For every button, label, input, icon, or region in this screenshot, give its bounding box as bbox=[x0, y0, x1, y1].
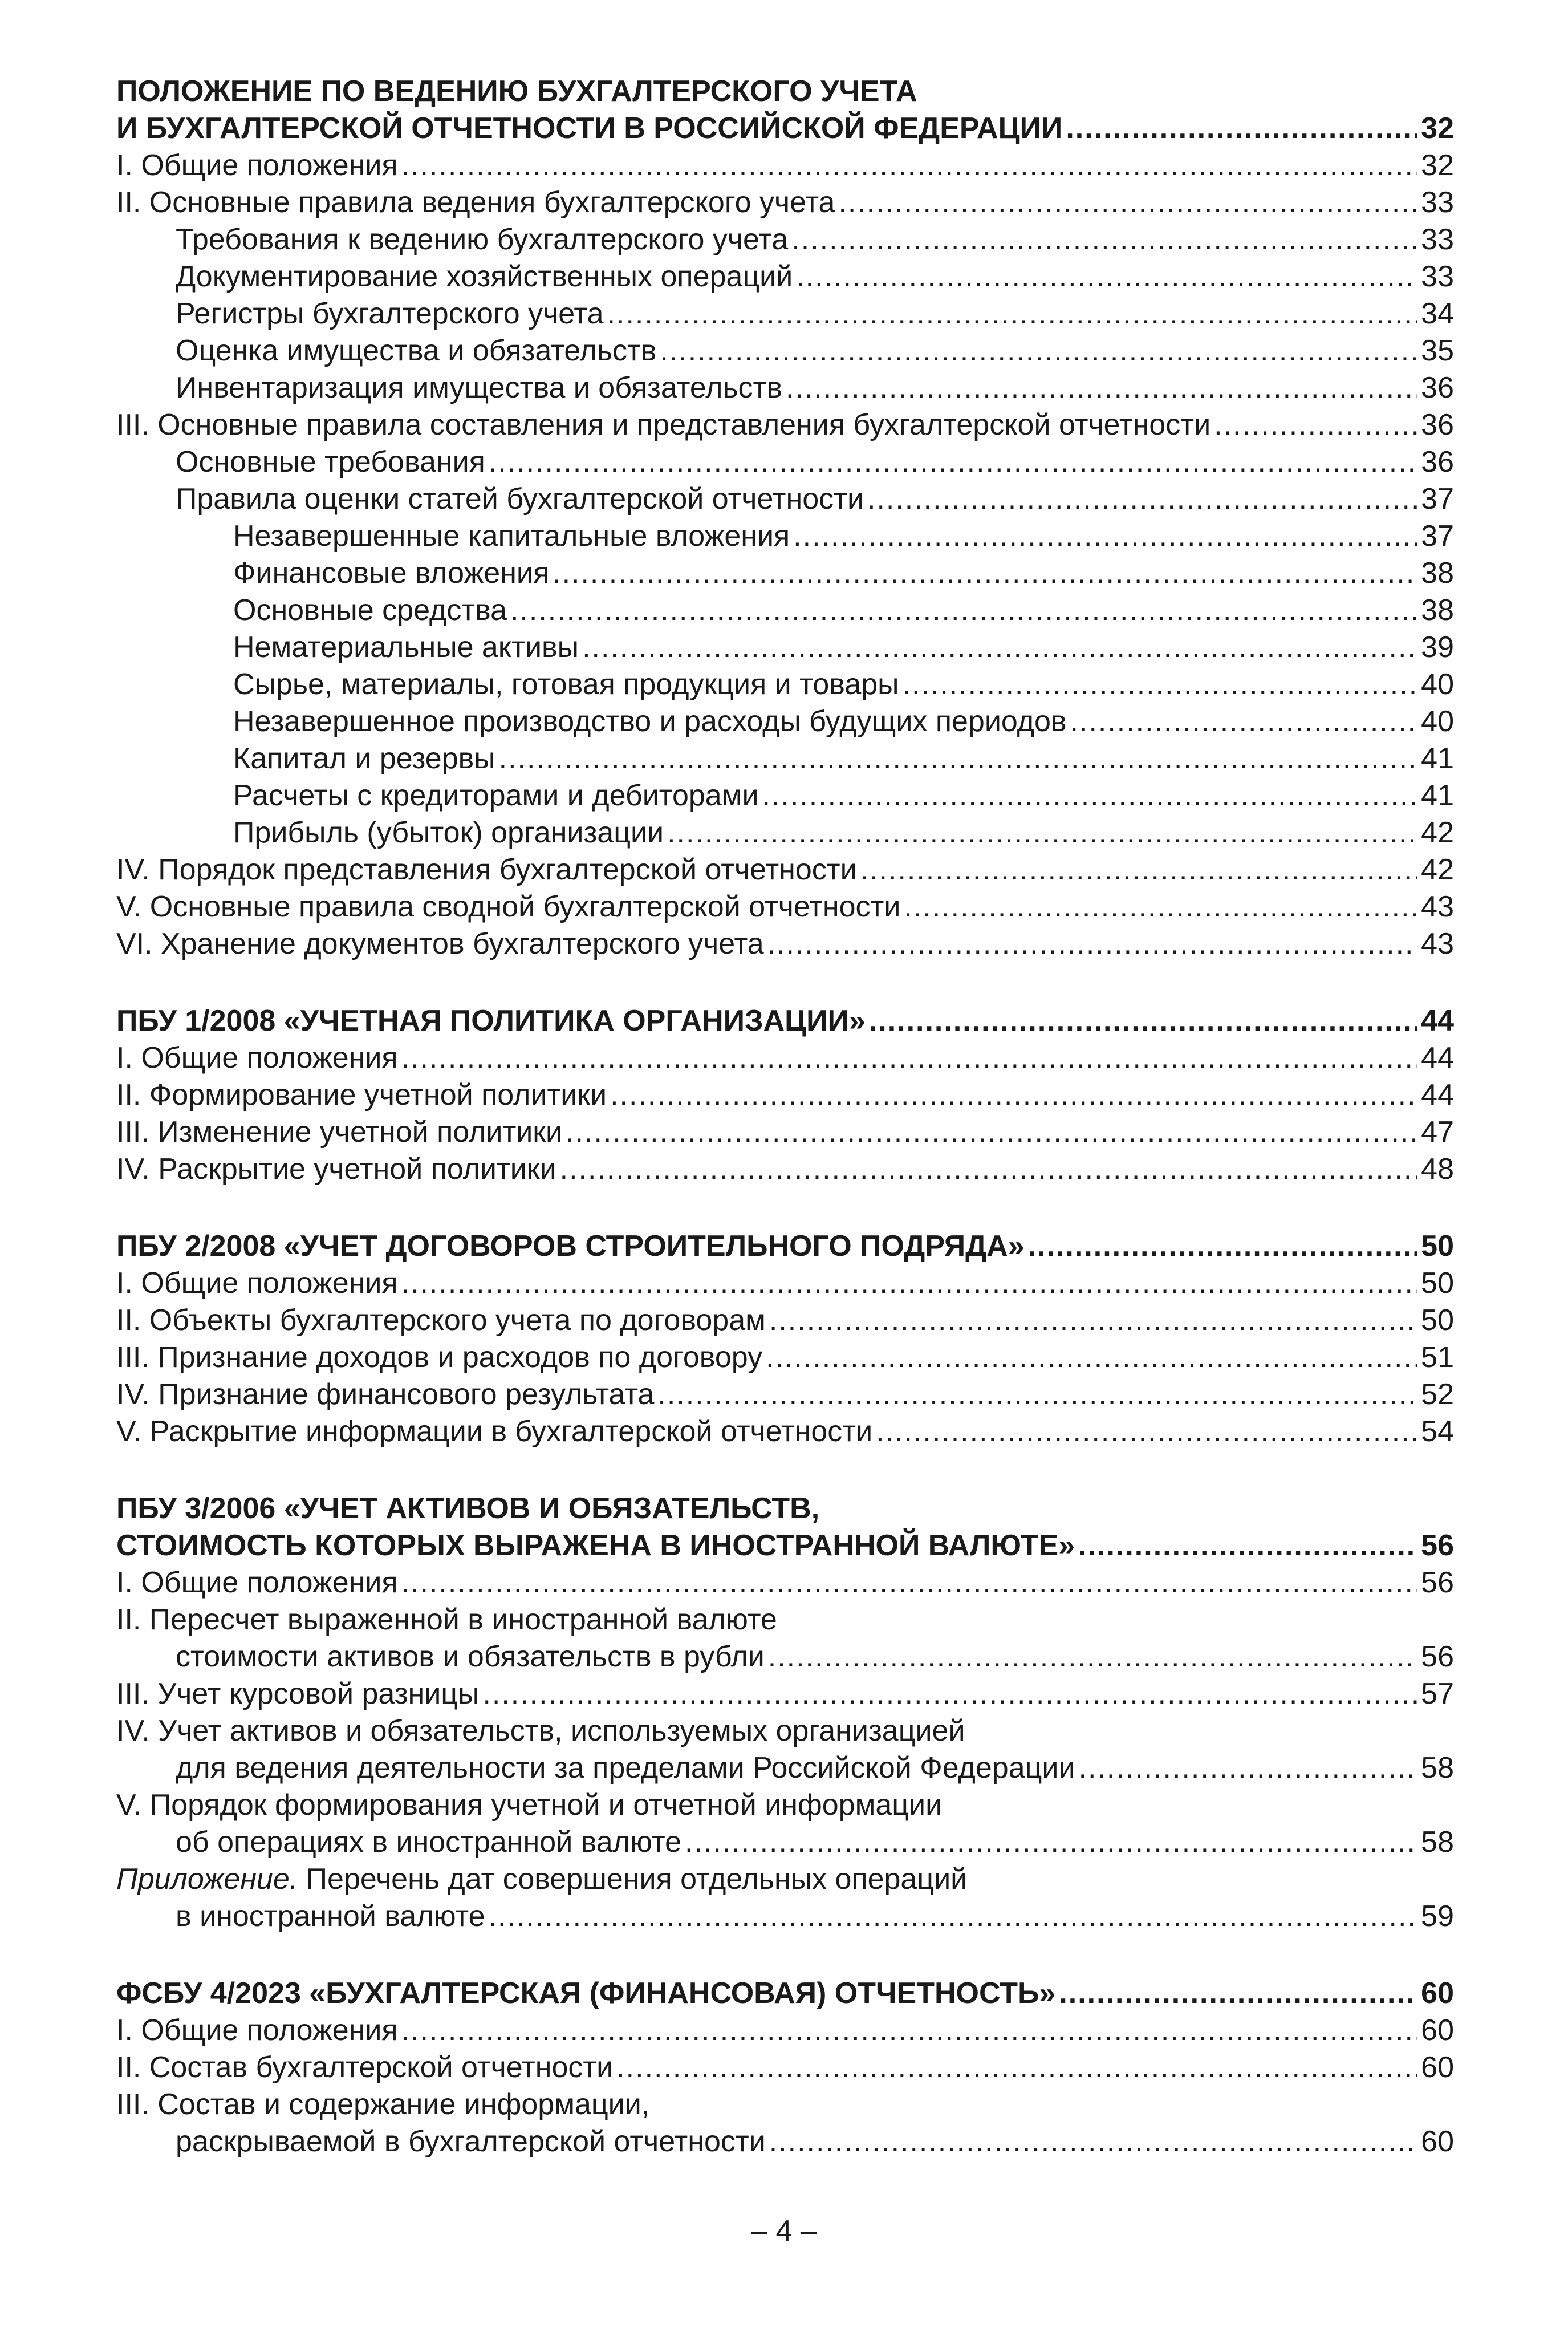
entry-text-line: для ведения деятельности за пределами Российской Федерации bbox=[176, 1751, 1075, 1785]
dot-leader bbox=[791, 221, 1417, 258]
entry-text: I. Общие положения bbox=[116, 2014, 398, 2047]
entry-text: III. Основные правила составления и представления бухгалтерской отчетности bbox=[116, 408, 1211, 441]
dot-leader bbox=[768, 1639, 1417, 1676]
section-title: ФСБУ 4/2023 «БУХГАЛТЕРСКАЯ (ФИНАНСОВАЯ) ОТЧЕТНОСТЬ» bbox=[116, 1977, 1056, 2010]
section-title: ПБУ 2/2008 «УЧЕТ ДОГОВОРОВ СТРОИТЕЛЬНОГО ПОДРЯДА» bbox=[116, 1230, 1025, 1263]
toc-entry[interactable] bbox=[116, 592, 1454, 629]
entry-text: I. Общие положения bbox=[116, 149, 398, 182]
entry-text: IV. Признание финансового результата bbox=[116, 1378, 655, 1411]
page-number: 44 bbox=[1421, 1004, 1454, 1037]
dot-leader bbox=[838, 184, 1417, 221]
toc-entry[interactable] bbox=[116, 1376, 1454, 1413]
page-number: 36 bbox=[1421, 445, 1454, 478]
entry-text: Сырье, материалы, готовая продукция и товары bbox=[233, 668, 899, 701]
entry-text-line bbox=[116, 1861, 1454, 1898]
page-number: 56 bbox=[1421, 1640, 1454, 1673]
dot-leader bbox=[401, 1564, 1418, 1601]
entry-text: IV. Порядок представления бухгалтерской отчетности bbox=[116, 853, 857, 886]
section-title-row[interactable] bbox=[116, 1003, 1454, 1040]
page-number: 48 bbox=[1421, 1153, 1454, 1186]
toc-entry[interactable] bbox=[116, 666, 1454, 703]
section-title-row[interactable] bbox=[116, 1228, 1454, 1265]
dot-leader bbox=[1078, 1527, 1417, 1564]
entry-text: Требования к ведению бухгалтерского учета bbox=[176, 223, 789, 256]
section-spacer bbox=[116, 1935, 1454, 1975]
section-title-row[interactable] bbox=[116, 1527, 1454, 1564]
toc-entry[interactable] bbox=[116, 407, 1454, 444]
entry-text: I. Общие положения bbox=[116, 1566, 398, 1599]
entry-continuation-row bbox=[116, 2123, 1454, 2160]
entry-text: V. Раскрытие информации в бухгалтерской отчетности bbox=[116, 1415, 873, 1448]
dot-leader bbox=[401, 1040, 1418, 1077]
toc-entry[interactable] bbox=[116, 740, 1454, 777]
toc-entry[interactable] bbox=[116, 184, 1454, 221]
entry-text: Расчеты с кредиторами и дебиторами bbox=[233, 779, 759, 812]
entry-text-line: II. Пересчет выраженной в иностранной валюте bbox=[116, 1603, 777, 1636]
entry-text: VI. Хранение документов бухгалтерского учета bbox=[116, 927, 764, 960]
dot-leader bbox=[1214, 407, 1417, 444]
entry-text: II. Объекты бухгалтерского учета по договорам bbox=[116, 1304, 766, 1337]
dot-leader bbox=[786, 370, 1417, 407]
toc-entry[interactable] bbox=[116, 295, 1454, 332]
dot-leader bbox=[560, 1151, 1418, 1188]
toc-entry[interactable] bbox=[116, 814, 1454, 851]
dot-leader bbox=[869, 1003, 1417, 1040]
page-number: 37 bbox=[1421, 520, 1454, 553]
page-number: 33 bbox=[1421, 186, 1454, 219]
page-number: 60 bbox=[1421, 1977, 1454, 2010]
dot-leader bbox=[607, 295, 1418, 332]
page-number: 41 bbox=[1421, 779, 1454, 812]
page-number: 42 bbox=[1421, 853, 1454, 886]
page-number: 43 bbox=[1421, 890, 1454, 923]
toc-entry-multiline[interactable] bbox=[116, 1861, 1454, 1935]
toc-entry[interactable] bbox=[116, 481, 1454, 518]
page-number: 44 bbox=[1421, 1041, 1454, 1074]
dot-leader bbox=[667, 814, 1417, 851]
page-number: 60 bbox=[1421, 2125, 1454, 2158]
toc-section-pbu-1-2008 bbox=[116, 1003, 1454, 1188]
entry-text-line: об операциях в иностранной валюте bbox=[176, 1826, 681, 1859]
dot-leader bbox=[482, 1676, 1417, 1713]
dot-leader bbox=[876, 1413, 1417, 1450]
page-number: 38 bbox=[1421, 594, 1454, 627]
toc-entry[interactable] bbox=[116, 1564, 1454, 1601]
page-number: 40 bbox=[1421, 668, 1454, 701]
entry-continuation-row bbox=[116, 1639, 1454, 1676]
toc-entry[interactable] bbox=[116, 1114, 1454, 1151]
toc-entry[interactable] bbox=[116, 851, 1454, 889]
page-number: 36 bbox=[1421, 408, 1454, 441]
toc-entry[interactable] bbox=[116, 1413, 1454, 1450]
entry-text: Основные требования bbox=[176, 445, 485, 478]
entry-text: Документирование хозяйственных операций bbox=[176, 260, 793, 293]
section-title-line: СТОИМОСТЬ КОТОРЫХ ВЫРАЖЕНА В ИНОСТРАННОЙ ВАЛЮТЕ» bbox=[116, 1529, 1075, 1562]
entry-text-line: в иностранной валюте bbox=[176, 1900, 485, 1933]
toc-entry[interactable] bbox=[116, 2049, 1454, 2086]
dot-leader bbox=[867, 481, 1417, 518]
section-title-line: ПБУ 3/2006 «УЧЕТ АКТИВОВ И ОБЯЗАТЕЛЬСТВ, bbox=[116, 1492, 820, 1525]
entry-text: I. Общие положения bbox=[116, 1041, 398, 1074]
dot-leader bbox=[793, 518, 1417, 555]
toc-entry[interactable] bbox=[116, 777, 1454, 814]
page-number: 35 bbox=[1421, 334, 1454, 367]
toc-section-accounting-regulation bbox=[116, 73, 1454, 963]
toc-section-pbu-3-2006 bbox=[116, 1490, 1454, 1935]
page-number: 47 bbox=[1421, 1116, 1454, 1149]
toc-entry[interactable] bbox=[116, 1265, 1454, 1302]
entry-text: II. Основные правила ведения бухгалтерского учета bbox=[116, 186, 835, 219]
page-number: 60 bbox=[1421, 2051, 1454, 2084]
page-number: 56 bbox=[1421, 1529, 1454, 1562]
dot-leader bbox=[510, 592, 1417, 629]
page-number: 50 bbox=[1421, 1267, 1454, 1300]
dot-leader bbox=[1059, 1975, 1417, 2012]
toc-entry-multiline[interactable] bbox=[116, 2086, 1454, 2160]
page-number: 50 bbox=[1421, 1230, 1454, 1263]
entry-text: II. Состав бухгалтерской отчетности bbox=[116, 2051, 614, 2084]
entry-text: Незавершенные капитальные вложения bbox=[233, 520, 790, 553]
entry-continuation-row bbox=[116, 1898, 1454, 1935]
toc-entry[interactable] bbox=[116, 1676, 1454, 1713]
dot-leader bbox=[767, 926, 1418, 963]
toc-entry[interactable] bbox=[116, 703, 1454, 740]
dot-leader bbox=[796, 258, 1417, 295]
dot-leader bbox=[582, 629, 1417, 666]
toc-section-pbu-2-2008 bbox=[116, 1228, 1454, 1450]
dot-leader bbox=[657, 1376, 1417, 1413]
section-title-row[interactable] bbox=[116, 110, 1454, 147]
toc-entry[interactable] bbox=[116, 1077, 1454, 1114]
page-number: 42 bbox=[1421, 816, 1454, 849]
toc-entry[interactable] bbox=[116, 926, 1454, 963]
dot-leader bbox=[660, 332, 1417, 370]
toc-entry[interactable] bbox=[116, 629, 1454, 666]
page-number: 34 bbox=[1421, 297, 1454, 330]
appendix-label: Приложение. bbox=[116, 1863, 298, 1896]
page-number: 51 bbox=[1421, 1341, 1454, 1374]
entry-text: Основные средства bbox=[233, 594, 507, 627]
page-footer-number: – 4 – bbox=[751, 2215, 817, 2248]
entry-text: Незавершенное производство и расходы будущих периодов bbox=[233, 705, 1067, 738]
dot-leader bbox=[904, 889, 1417, 926]
page-number: 37 bbox=[1421, 482, 1454, 516]
dot-leader bbox=[766, 1339, 1417, 1376]
page-number: 56 bbox=[1421, 1566, 1454, 1599]
page-number: 43 bbox=[1421, 927, 1454, 960]
table-of-contents bbox=[116, 73, 1454, 2160]
dot-leader bbox=[860, 851, 1418, 889]
dot-leader bbox=[489, 444, 1417, 481]
page-number: 52 bbox=[1421, 1378, 1454, 1411]
toc-entry[interactable] bbox=[116, 1151, 1454, 1188]
page-number: 33 bbox=[1421, 260, 1454, 293]
entry-text: I. Общие положения bbox=[116, 1267, 398, 1300]
entry-text-line: раскрываемой в бухгалтерской отчетности bbox=[176, 2125, 766, 2158]
page-number: 54 bbox=[1421, 1415, 1454, 1448]
dot-leader bbox=[769, 1302, 1417, 1339]
dot-leader bbox=[401, 2012, 1418, 2049]
page-number: 58 bbox=[1421, 1751, 1454, 1785]
toc-entry[interactable] bbox=[116, 221, 1454, 258]
page-number: 60 bbox=[1421, 2014, 1454, 2047]
page-number: 58 bbox=[1421, 1826, 1454, 1859]
toc-entry[interactable] bbox=[116, 1339, 1454, 1376]
dot-leader bbox=[401, 147, 1418, 184]
dot-leader bbox=[1070, 703, 1418, 740]
toc-entry[interactable] bbox=[116, 147, 1454, 184]
dot-leader bbox=[499, 740, 1418, 777]
toc-entry[interactable] bbox=[116, 1302, 1454, 1339]
entry-text: III. Изменение учетной политики bbox=[116, 1116, 563, 1149]
entry-text-line: III. Состав и содержание информации, bbox=[116, 2088, 650, 2121]
toc-entry-multiline[interactable] bbox=[116, 1713, 1454, 1787]
dot-leader bbox=[769, 2123, 1417, 2160]
toc-entry[interactable] bbox=[116, 332, 1454, 370]
page-number: 38 bbox=[1421, 557, 1454, 590]
entry-text: Инвентаризация имущества и обязательств bbox=[176, 371, 782, 404]
page-number: 32 bbox=[1421, 112, 1454, 145]
page-number: 32 bbox=[1421, 149, 1454, 182]
entry-text: Перечень дат совершения отдельных операций bbox=[298, 1863, 968, 1896]
entry-text: Оценка имущества и обязательств bbox=[176, 334, 657, 367]
entry-continuation-row bbox=[116, 1750, 1454, 1787]
entry-continuation-row bbox=[116, 1824, 1454, 1861]
page-number: 50 bbox=[1421, 1304, 1454, 1337]
entry-text: Финансовые вложения bbox=[233, 557, 550, 590]
dot-leader bbox=[685, 1824, 1417, 1861]
dot-leader bbox=[1079, 1750, 1418, 1787]
page-number: 33 bbox=[1421, 223, 1454, 256]
page-number: 59 bbox=[1421, 1900, 1454, 1933]
toc-entry-multiline[interactable] bbox=[116, 1601, 1454, 1676]
dot-leader bbox=[566, 1114, 1417, 1151]
toc-entry[interactable] bbox=[116, 889, 1454, 926]
entry-text: Прибыль (убыток) организации bbox=[233, 816, 664, 849]
dot-leader bbox=[1066, 110, 1417, 147]
dot-leader bbox=[616, 2049, 1417, 2086]
dot-leader bbox=[610, 1077, 1417, 1114]
entry-text-line: стоимости активов и обязательств в рубли bbox=[176, 1640, 765, 1673]
page-number: 40 bbox=[1421, 705, 1454, 738]
entry-text: III. Признание доходов и расходов по договору bbox=[116, 1341, 763, 1374]
entry-text: Регистры бухгалтерского учета bbox=[176, 297, 604, 330]
toc-entry[interactable] bbox=[116, 258, 1454, 295]
page-number: 36 bbox=[1421, 371, 1454, 404]
entry-text: Капитал и резервы bbox=[233, 742, 495, 775]
dot-leader bbox=[1028, 1228, 1418, 1265]
dot-leader bbox=[489, 1898, 1418, 1935]
entry-text: Нематериальные активы bbox=[233, 631, 579, 664]
section-spacer bbox=[116, 963, 1454, 1003]
toc-entry[interactable] bbox=[116, 2012, 1454, 2049]
toc-entry[interactable] bbox=[116, 444, 1454, 481]
toc-entry[interactable] bbox=[116, 555, 1454, 592]
page-number: 57 bbox=[1421, 1677, 1454, 1710]
dot-leader bbox=[401, 1265, 1418, 1302]
dot-leader bbox=[762, 777, 1418, 814]
section-title-line: И БУХГАЛТЕРСКОЙ ОТЧЕТНОСТИ В РОССИЙСКОЙ ФЕДЕРАЦИИ bbox=[116, 112, 1063, 145]
toc-entry[interactable] bbox=[116, 518, 1454, 555]
section-spacer bbox=[116, 1188, 1454, 1228]
entry-text-line: V. Порядок формирования учетной и отчетной информации bbox=[116, 1788, 943, 1822]
entry-text-line: IV. Учет активов и обязательств, используемых организацией bbox=[116, 1714, 965, 1747]
page-number: 44 bbox=[1421, 1078, 1454, 1112]
toc-section-fsbu-4-2023 bbox=[116, 1975, 1454, 2160]
section-title-line: ПОЛОЖЕНИЕ ПО ВЕДЕНИЮ БУХГАЛТЕРСКОГО УЧЕТА bbox=[116, 75, 917, 108]
toc-entry-multiline[interactable] bbox=[116, 1787, 1454, 1861]
entry-text: II. Формирование учетной политики bbox=[116, 1078, 607, 1112]
dot-leader bbox=[903, 666, 1418, 703]
dot-leader bbox=[553, 555, 1417, 592]
page-number: 39 bbox=[1421, 631, 1454, 664]
entry-text: V. Основные правила сводной бухгалтерской отчетности bbox=[116, 890, 901, 923]
toc-entry[interactable] bbox=[116, 1040, 1454, 1077]
section-title: ПБУ 1/2008 «УЧЕТНАЯ ПОЛИТИКА ОРГАНИЗАЦИИ» bbox=[116, 1004, 866, 1037]
section-title-row[interactable] bbox=[116, 1975, 1454, 2012]
entry-text: Правила оценки статей бухгалтерской отчетности bbox=[176, 482, 864, 516]
entry-text: III. Учет курсовой разницы bbox=[116, 1677, 480, 1710]
entry-text: IV. Раскрытие учетной политики bbox=[116, 1153, 556, 1186]
section-spacer bbox=[116, 1450, 1454, 1490]
toc-entry[interactable] bbox=[116, 370, 1454, 407]
page-number: 41 bbox=[1421, 742, 1454, 775]
